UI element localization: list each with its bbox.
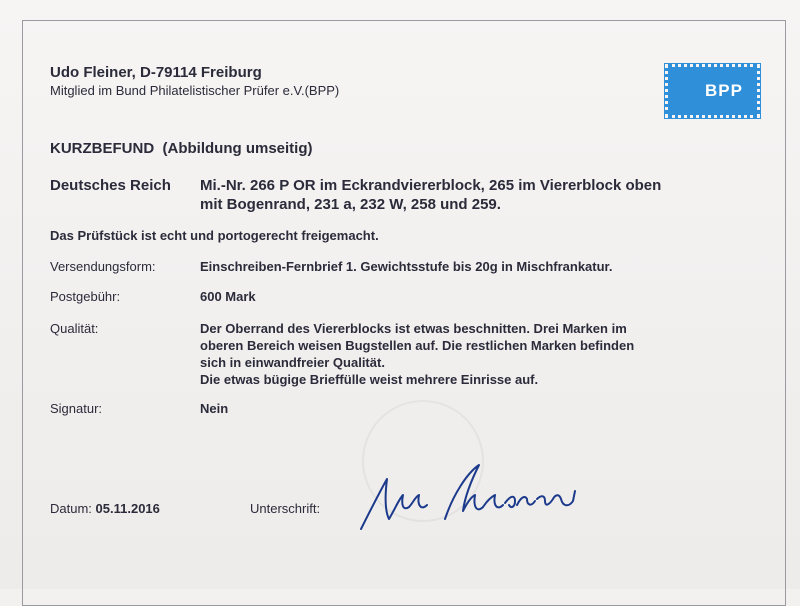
gebuehr-value: 600 Mark [200,289,256,304]
subject-line-1: Mi.-Nr. 266 P OR im Eckrandviererblock, 265 im Viererblock oben [200,177,662,194]
unterschrift-label: Unterschrift: [250,501,321,516]
examiner-name: Udo Fleiner, D-79114 Freiburg [50,64,262,81]
datum-field [50,501,160,516]
qualitaet-line: Der Oberrand des Viererblocks ist etwas beschnitten. Drei Marken im [200,321,627,336]
authenticity-statement: Das Prüfstück ist echt und portogerecht freigemacht. [50,228,379,243]
report-title-main: KURZBEFUND [50,140,155,157]
report-title-sub: (Abbildung umseitig) [162,140,313,157]
qualitaet-value [200,320,720,388]
bpp-logo-text: BPP [705,81,743,100]
datum-value: 05.11.2016 [95,501,160,516]
report-title [50,140,313,157]
signatur-value: Nein [200,401,229,416]
signatur-label: Signatur: [50,401,103,416]
versendung-label: Versendungsform: [50,259,156,274]
datum-label: Datum: [50,501,92,516]
bpp-logo [665,64,760,118]
versendung-value: Einschreiben-Fernbrief 1. Gewichtsstufe bis 20g in Mischfrankatur. [200,259,613,274]
qualitaet-label: Qualität: [50,321,99,336]
subject-country: Deutsches Reich [50,177,171,194]
gebuehr-label: Postgebühr: [50,289,121,304]
examiner-membership: Mitglied im Bund Philatelistischer Prüfer e.V.(BPP) [50,83,340,98]
handwritten-signature [355,455,585,535]
qualitaet-line: oberen Bereich weisen Bugstellen auf. Die restlichen Marken befinden [200,338,635,353]
qualitaet-line: Die etwas bügige Brieffülle weist mehrere Einrisse auf. [200,372,539,387]
qualitaet-line: sich in einwandfreier Qualität. [200,355,385,370]
subject-line-2: mit Bogenrand, 231 a, 232 W, 258 und 259. [200,196,501,213]
